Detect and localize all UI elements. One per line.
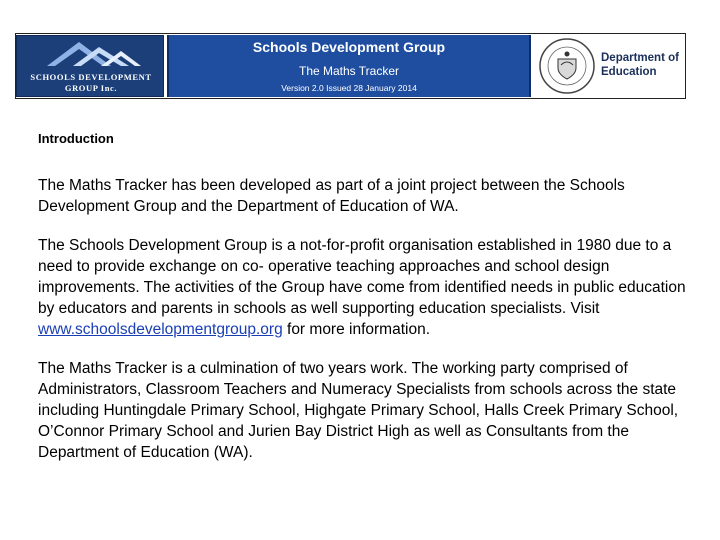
paragraph-3: The Maths Tracker is a culmination of two years work. The working party comprised of Administrators, Classroom Teachers and Numeracy Specialists from schools across the state including Huntingdale Primary School, Highgate Primary School, Halls Creek Primary School, O’Connor Primary School and Jurien Bay District High as well as Consultants from the Department of Education (WA). — [38, 360, 679, 461]
department-name-line1: Department of — [601, 52, 679, 64]
title-panel — [167, 35, 531, 97]
header-subtitle: The Maths Tracker — [298, 64, 400, 78]
paragraph-2-end: for more information. — [282, 321, 431, 338]
sdg-logo-line2: GROUP Inc. — [64, 83, 118, 93]
sdg-logo-line1: SCHOOLS DEVELOPMENT — [30, 72, 152, 82]
sdg-logo — [16, 35, 164, 97]
document-body — [38, 131, 698, 481]
header-version: Version 2.0 Issued 28 January 2014 — [281, 83, 417, 93]
paragraph-1: The Maths Tracker has been developed as part of a joint project between the Schools Development Group and the Department of Education of WA. — [38, 177, 625, 215]
wa-crest-icon — [534, 35, 600, 97]
department-name-line2: Education — [601, 66, 657, 78]
paragraph-2 — [38, 235, 698, 340]
paragraph-2-text: The Schools Development Group is a not-for-profit organisation established in 1980 due to a need to provide exchange on co- operative teaching approaches and school design improvements. The activities of the Group have come from identified needs in public education by educators and parents in schools as well supporting education specialists. Visit — [38, 237, 686, 317]
department-logo — [534, 35, 684, 97]
section-heading: Introduction — [38, 131, 114, 146]
sdg-website-link[interactable]: www.schoolsdevelopmentgroup.org — [38, 321, 283, 338]
header-title: Schools Development Group — [252, 39, 446, 55]
